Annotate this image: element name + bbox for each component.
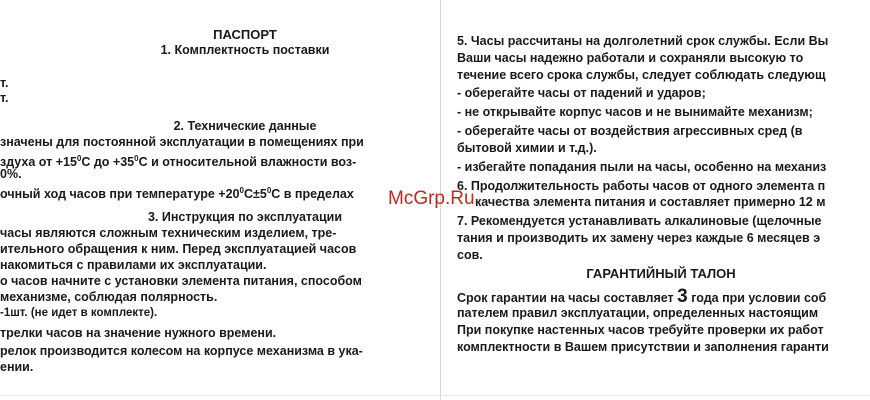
instruction-line-4: о часов начните с установки элемента питания, способом: [0, 274, 362, 288]
section-1-heading: 1. Комплектность поставки: [160, 43, 330, 57]
warranty-line-2: пателем правил эксплуатации, определенных настоящим: [457, 306, 819, 320]
instruction-line-5: механизме, соблюдая полярность.: [0, 290, 218, 304]
tech-line-2: здуха от $+15^0С$ до $+35^0С$ и относительной влажности воз-: [0, 154, 357, 170]
warranty-line-1: Срок гарантии на часы составляет 3 года при условии соб: [457, 286, 827, 307]
bullet-3-continuation: бытовой химии и т.д.).: [457, 141, 597, 155]
instruction-line-9: ении.: [0, 360, 34, 374]
instruction-line-2: ительного обращения к ним. Перед эксплуатацией часов: [0, 242, 357, 256]
paragraph-5-line-3: течение всего срока службы, следует соблюдать следующ: [457, 68, 826, 82]
section-2-heading: 2. Технические данные: [173, 119, 317, 133]
paragraph-5-line-1: 5. Часы рассчитаны на долголетний срок службы. Если Вы: [457, 34, 829, 48]
bullet-4: - избегайте попадания пыли на часы, особенно на механиз: [457, 160, 827, 174]
warranty-line-4: комплектности в Вашем присутствии и заполнения гаранти: [457, 340, 829, 354]
paragraph-6-line-2: качества элемента питания и составляет примерно 12 м: [475, 195, 826, 209]
warranty-years: 3: [677, 286, 688, 307]
instruction-line-1: часы являются сложным техническим изделием, тре-: [0, 226, 337, 240]
bullet-3: - оберегайте часы от воздействия агрессивных сред (в: [457, 124, 803, 138]
bullet-2: - не открывайте корпус часов и не вынимайте механизм;: [457, 105, 813, 119]
paragraph-7-line-3: сов.: [457, 248, 483, 262]
instruction-line-8: релок производится колесом на корпусе механизма в ука-: [0, 344, 363, 358]
section-3-heading: 3. Инструкция по эксплуатации: [147, 210, 343, 224]
paragraph-5-line-2: Ваши часы надежно работали и сохраняли высокую то: [457, 51, 804, 65]
passport-title: ПАСПОРТ: [213, 27, 277, 42]
watermark-logo: McGrp.Ru: [388, 188, 475, 209]
warranty-line-3: При покупке настенных часов требуйте проверки их работ: [457, 323, 824, 337]
kit-item-1: т.: [0, 76, 9, 90]
paragraph-7-line-2: тания и производить их замену через каждые 6 месяцев э: [457, 231, 821, 245]
right-page: [440, 0, 870, 400]
tech-line-3: 0%.: [0, 167, 22, 181]
bullet-1: - оберегайте часы от падений и ударов;: [457, 86, 706, 100]
instruction-line-3: накомиться с правилами их эксплуатации.: [0, 258, 267, 272]
instruction-line-7: трелки часов на значение нужного времени.: [0, 326, 277, 340]
tech-line-1: значены для постоянной эксплуатации в помещениях при: [0, 135, 364, 149]
paragraph-7-line-1: 7. Рекомендуется устанавливать алкалиновые (щелочные: [457, 214, 822, 228]
instruction-line-6: -1шт. (не идет в комплекте).: [0, 307, 158, 319]
warranty-title: ГАРАНТИЙНЫЙ ТАЛОН: [586, 266, 736, 281]
paragraph-6-line-1: 6. Продолжительность работы часов от одного элемента п: [457, 179, 826, 193]
page-bottom-divider: [0, 395, 870, 396]
tech-line-4: очный ход часов при температуре $+20^0С\pm 5^0С$ в пределах: [0, 186, 354, 202]
kit-item-2: т.: [0, 91, 9, 105]
